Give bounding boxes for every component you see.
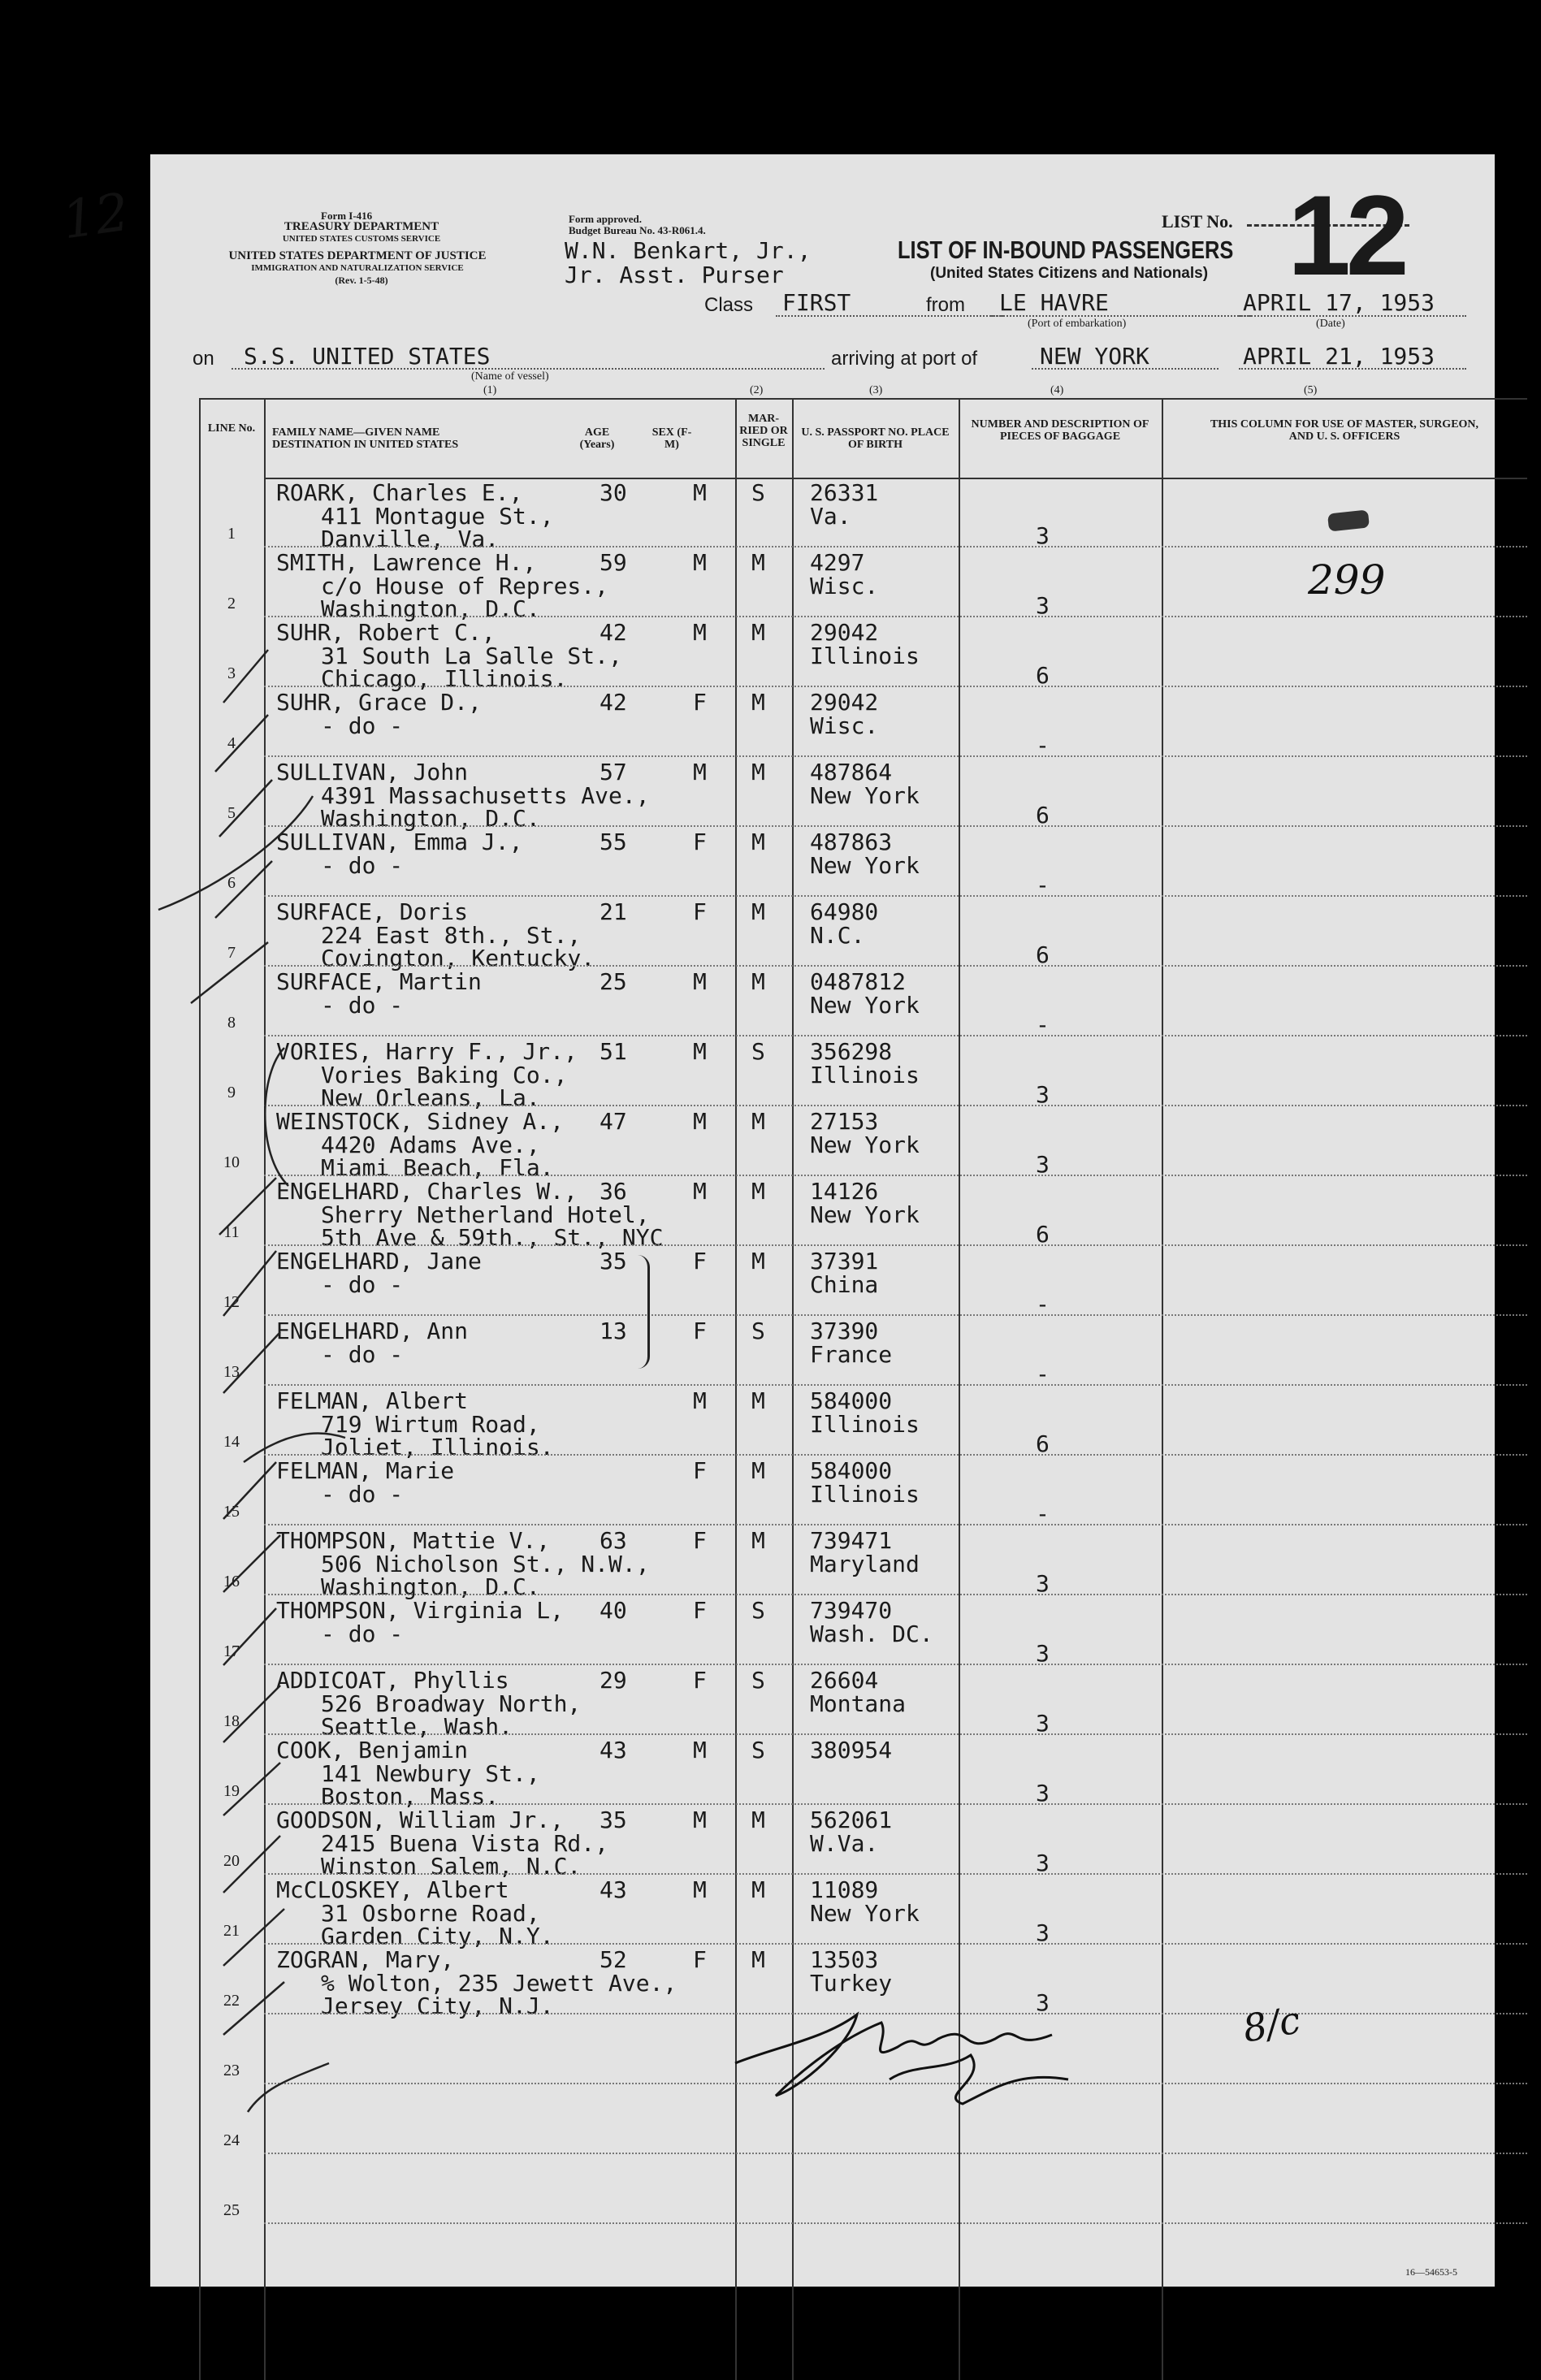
- passenger-sex: M: [693, 759, 707, 785]
- passenger-address-2: Danville, Va.: [321, 526, 500, 552]
- line-number: 11: [223, 1223, 240, 1241]
- passport-number: 11089: [810, 1876, 879, 1903]
- passenger-sex: M: [693, 1737, 707, 1763]
- passenger-address-2: 5th Ave & 59th., St., NYC: [321, 1224, 664, 1251]
- place-of-birth: Wash. DC.: [810, 1621, 933, 1647]
- baggage-count: 3: [1036, 1640, 1050, 1667]
- passenger-sex: M: [693, 619, 707, 646]
- passenger-name: FELMAN, Albert: [276, 1387, 469, 1414]
- passport-number: 29042: [810, 619, 879, 646]
- header-passport: U. S. PASSPORT NO. PLACE OF BIRTH: [801, 426, 950, 451]
- passenger-age: 25: [600, 968, 627, 995]
- passenger-age: 13: [600, 1318, 627, 1344]
- passenger-age: 43: [600, 1876, 627, 1903]
- handwritten-list-number: 12: [58, 182, 133, 252]
- passenger-sex: M: [693, 1178, 707, 1205]
- baggage-count: 6: [1036, 802, 1050, 829]
- passenger-sex: F: [693, 1597, 707, 1624]
- line-number: 23: [223, 2062, 240, 2079]
- embarkation-date: APRIL 17, 1953: [1243, 289, 1435, 316]
- place-of-birth: Wisc.: [810, 712, 879, 739]
- line-number: 5: [227, 804, 236, 822]
- line-number: 6: [227, 874, 236, 892]
- passenger-age: 30: [600, 479, 627, 506]
- line-number: 2: [227, 595, 236, 612]
- port-embark-caption: (Port of embarkation): [1028, 318, 1127, 330]
- passport-number: 64980: [810, 898, 879, 925]
- passport-number: 562061: [810, 1807, 893, 1833]
- passenger-name: SUHR, Grace D.,: [276, 689, 482, 716]
- place-of-birth: W.Va.: [810, 1830, 879, 1857]
- baggage-count: -: [1036, 872, 1050, 898]
- header-name: FAMILY NAME—GIVEN NAME DESTINATION IN UNITED STATES: [272, 426, 459, 451]
- port-of-embarkation: LE HAVRE: [999, 289, 1109, 316]
- place-of-birth: Wisc.: [810, 573, 879, 599]
- passenger-name: ENGELHARD, Ann: [276, 1318, 469, 1344]
- line-number: 10: [223, 1153, 240, 1171]
- passenger-sex: M: [693, 479, 707, 506]
- passenger-address-2: Washington, D.C.: [321, 1573, 540, 1600]
- place-of-birth: Montana: [810, 1690, 907, 1717]
- marital-status: M: [751, 1178, 765, 1205]
- class-label: Class: [704, 294, 754, 316]
- budget-bureau: Budget Bureau No. 43-R061.4.: [569, 224, 706, 236]
- passenger-name: WEINSTOCK, Sidney A.,: [276, 1108, 565, 1135]
- passenger-address-1: 4420 Adams Ave.,: [321, 1132, 540, 1158]
- passenger-address-1: 141 Newbury St.,: [321, 1760, 540, 1787]
- arrival-date: APRIL 21, 1953: [1243, 343, 1435, 370]
- passport-number: 487864: [810, 759, 893, 785]
- vessel-caption: (Name of vessel): [471, 370, 549, 383]
- place-of-birth: New York: [810, 1900, 920, 1927]
- place-of-birth: New York: [810, 992, 920, 1019]
- place-of-birth: New York: [810, 1132, 920, 1158]
- baggage-count: 6: [1036, 662, 1050, 689]
- list-no-label: LIST No.: [1162, 211, 1233, 232]
- passenger-sex: F: [693, 1248, 707, 1274]
- vessel-underline: [232, 368, 825, 370]
- passport-number: 584000: [810, 1457, 893, 1484]
- marital-status: S: [751, 1737, 765, 1763]
- passport-number: 14126: [810, 1178, 879, 1205]
- officer-name: W.N. Benkart, Jr.,: [565, 237, 812, 264]
- marital-status: M: [751, 1457, 765, 1484]
- passenger-sex: F: [693, 1667, 707, 1694]
- passenger-address-1: - do -: [321, 1271, 404, 1298]
- passenger-address-2: Miami Beach, Fla.: [321, 1154, 554, 1181]
- passenger-age: 47: [600, 1108, 627, 1135]
- baggage-count: 6: [1036, 941, 1050, 968]
- marital-status: M: [751, 829, 765, 855]
- place-of-birth: Illinois: [810, 643, 920, 669]
- line-number: 9: [227, 1084, 236, 1101]
- marital-status: M: [751, 1527, 765, 1554]
- date-underline: [1239, 315, 1466, 317]
- passport-number: 29042: [810, 689, 879, 716]
- punch-hole: [81, 1316, 127, 1361]
- list-title: LIST OF IN-BOUND PASSENGERS: [898, 236, 1234, 264]
- passenger-address-2: Joliet, Illinois.: [321, 1434, 554, 1460]
- place-of-birth: New York: [810, 782, 920, 809]
- passenger-address-2: Washington, D.C.: [321, 805, 540, 832]
- passenger-sex: F: [693, 1318, 707, 1344]
- arrival-date-underline: [1239, 368, 1466, 370]
- passenger-address-2: Seattle, Wash.: [321, 1713, 513, 1740]
- passenger-sex: F: [693, 1527, 707, 1554]
- passenger-sex: M: [693, 1108, 707, 1135]
- passenger-address-1: 31 South La Salle St.,: [321, 643, 622, 669]
- class-underline: [776, 315, 1003, 317]
- baggage-count: -: [1036, 1011, 1050, 1038]
- marital-status: S: [751, 1038, 765, 1065]
- header-married: MAR-RIED OR SINGLE: [739, 413, 788, 449]
- line-number: 18: [223, 1712, 240, 1730]
- line-number: 24: [223, 2131, 240, 2149]
- passenger-sex: M: [693, 1876, 707, 1903]
- passenger-address-1: - do -: [321, 1341, 404, 1368]
- arrival-port-underline: [1032, 368, 1219, 370]
- passenger-sex: F: [693, 898, 707, 925]
- form-number: Form I-416: [321, 210, 373, 222]
- passenger-name: FELMAN, Marie: [276, 1457, 455, 1484]
- from-label: from: [926, 294, 965, 316]
- baggage-count: -: [1036, 1361, 1050, 1387]
- list-subtitle: (United States Citizens and Nationals): [930, 265, 1209, 282]
- bracket-engelhard: [638, 1255, 650, 1369]
- line-number: 1: [227, 525, 236, 543]
- baggage-count: 3: [1036, 1850, 1050, 1876]
- marital-status: M: [751, 1946, 765, 1973]
- ins-service: IMMIGRATION AND NATURALIZATION SERVICE: [251, 263, 464, 273]
- place-of-birth: Illinois: [810, 1062, 920, 1088]
- baggage-count: 3: [1036, 1919, 1050, 1946]
- list-number: 12: [1288, 171, 1405, 299]
- passenger-name: ADDICOAT, Phyllis: [276, 1667, 509, 1694]
- passenger-address-1: Vories Baking Co.,: [321, 1062, 568, 1088]
- line-number: 3: [227, 664, 236, 682]
- passenger-age: 42: [600, 689, 627, 716]
- passport-number: 739471: [810, 1527, 893, 1554]
- baggage-count: 3: [1036, 592, 1050, 619]
- passport-number: 487863: [810, 829, 893, 855]
- treasury-dept: TREASURY DEPARTMENT: [284, 220, 439, 233]
- passenger-address-2: Washington, D.C.: [321, 595, 540, 622]
- passport-number: 26604: [810, 1667, 879, 1694]
- punch-hole: [75, 1190, 120, 1235]
- passenger-name: THOMPSON, Mattie V.,: [276, 1527, 551, 1554]
- header-baggage: NUMBER AND DESCRIPTION OF PIECES OF BAGGAGE: [971, 418, 1149, 443]
- passenger-age: 42: [600, 619, 627, 646]
- line-number: 7: [227, 944, 236, 962]
- line-number: 8: [227, 1014, 236, 1032]
- table-top-border: [199, 398, 1527, 400]
- col-number-2: (2): [750, 384, 764, 396]
- check-strokes: [126, 593, 370, 2185]
- place-of-birth: Turkey: [810, 1970, 893, 1997]
- passenger-age: 57: [600, 759, 627, 785]
- passenger-address-1: 4391 Massachusetts Ave.,: [321, 782, 650, 809]
- passenger-address-1: 411 Montague St.,: [321, 503, 554, 530]
- marital-status: M: [751, 1248, 765, 1274]
- customs-service: UNITED STATES CUSTOMS SERVICE: [282, 234, 441, 244]
- arrival-port: NEW YORK: [1040, 343, 1149, 370]
- passenger-address-1: - do -: [321, 1621, 404, 1647]
- marital-status: M: [751, 619, 765, 646]
- passenger-sex: M: [693, 1387, 707, 1414]
- passenger-name: McCLOSKEY, Albert: [276, 1876, 509, 1903]
- passenger-sex: F: [693, 1457, 707, 1484]
- passenger-address-2: Garden City, N.Y.: [321, 1923, 554, 1949]
- place-of-birth: Illinois: [810, 1411, 920, 1438]
- line-number: 25: [223, 2201, 240, 2219]
- passenger-age: 29: [600, 1667, 627, 1694]
- marital-status: M: [751, 1807, 765, 1833]
- baggage-count: -: [1036, 732, 1050, 759]
- passenger-address-2: Chicago, Illinois.: [321, 665, 568, 692]
- marital-status: M: [751, 549, 765, 576]
- line-number: 20: [223, 1852, 240, 1870]
- passenger-sex: F: [693, 1946, 707, 1973]
- passport-number: 13503: [810, 1946, 879, 1973]
- line-number: 15: [223, 1503, 240, 1521]
- passport-number: 584000: [810, 1387, 893, 1414]
- line-number: 21: [223, 1922, 240, 1940]
- place-of-birth: Va.: [810, 503, 851, 530]
- line-number: 16: [223, 1573, 240, 1590]
- passenger-address-1: - do -: [321, 852, 404, 879]
- punch-hole: [81, 2027, 127, 2072]
- passport-number: 4297: [810, 549, 865, 576]
- passenger-age: 35: [600, 1248, 627, 1274]
- passenger-address-2: Covington, Kentucky.: [321, 945, 595, 971]
- passenger-age: 35: [600, 1807, 627, 1833]
- passenger-address-1: 2415 Buena Vista Rd.,: [321, 1830, 609, 1857]
- form-approved: Form approved.: [569, 213, 643, 225]
- passenger-name: SUHR, Robert C.,: [276, 619, 496, 646]
- passenger-sex: M: [693, 968, 707, 995]
- passenger-name: ENGELHARD, Jane: [276, 1248, 482, 1274]
- passenger-address-1: - do -: [321, 992, 404, 1019]
- passenger-age: 63: [600, 1527, 627, 1554]
- manifest-sheet: [58, 154, 1495, 2287]
- passenger-address-1: - do -: [321, 712, 404, 739]
- punch-hole: [77, 321, 123, 366]
- passenger-age: 55: [600, 829, 627, 855]
- punch-hole: [85, 695, 131, 740]
- header-officers: THIS COLUMN FOR USE OF MASTER, SURGEON, AND U. S. OFFICERS: [1210, 418, 1479, 443]
- place-of-birth: France: [810, 1341, 893, 1368]
- marital-status: S: [751, 1597, 765, 1624]
- passenger-age: 59: [600, 549, 627, 576]
- passenger-address-2: New Orleans, La.: [321, 1084, 540, 1111]
- baggage-count: 6: [1036, 1221, 1050, 1248]
- baggage-count: -: [1036, 1500, 1050, 1527]
- passenger-name: SMITH, Lawrence H.,: [276, 549, 537, 576]
- passenger-age: 52: [600, 1946, 627, 1973]
- marital-status: M: [751, 968, 765, 995]
- arriving-label: arriving at port of: [831, 348, 978, 370]
- passenger-address-1: % Wolton, 235 Jewett Ave.,: [321, 1970, 677, 1997]
- passenger-name: ZOGRAN, Mary,: [276, 1946, 455, 1973]
- passenger-sex: M: [693, 1038, 707, 1065]
- line-number: 4: [227, 734, 236, 752]
- passenger-address-1: - do -: [321, 1481, 404, 1508]
- baggage-count: 3: [1036, 1151, 1050, 1178]
- embark-underline: [991, 315, 1251, 317]
- passenger-address-1: 224 East 8th., St.,: [321, 922, 582, 949]
- passenger-name: ENGELHARD, Charles W.,: [276, 1178, 578, 1205]
- signature: [727, 1990, 1214, 2112]
- passenger-address-1: c/o House of Repres.,: [321, 573, 609, 599]
- table-row: [150, 478, 1531, 552]
- date-caption: (Date): [1316, 318, 1345, 330]
- marital-status: M: [751, 689, 765, 716]
- baggage-count: 3: [1036, 1989, 1050, 2016]
- baggage-count: 3: [1036, 522, 1050, 549]
- signature-note: 8/c: [1239, 1997, 1304, 2051]
- passport-number: 37391: [810, 1248, 879, 1274]
- passport-number: 0487812: [810, 968, 907, 995]
- col-number-4: (4): [1050, 384, 1064, 396]
- line-number: 12: [223, 1293, 240, 1311]
- marital-status: M: [751, 1387, 765, 1414]
- passenger-name: THOMPSON, Virginia L,: [276, 1597, 565, 1624]
- passport-number: 27153: [810, 1108, 879, 1135]
- footer-code: 16—54653-5: [1405, 2266, 1457, 2278]
- passenger-age: 40: [600, 1597, 627, 1624]
- passenger-age: 51: [600, 1038, 627, 1065]
- baggage-count: 6: [1036, 1430, 1050, 1457]
- punch-hole: [81, 2157, 127, 2202]
- passport-number: 380954: [810, 1737, 893, 1763]
- class-value: FIRST: [782, 289, 851, 316]
- passport-number: 37390: [810, 1318, 879, 1344]
- passenger-age: 36: [600, 1178, 627, 1205]
- passenger-name: SULLIVAN, Emma J.,: [276, 829, 523, 855]
- on-label: on: [193, 348, 214, 370]
- line-number: 22: [223, 1992, 240, 2010]
- header-age: AGE (Years): [579, 426, 615, 451]
- passenger-age: 21: [600, 898, 627, 925]
- marital-status: M: [751, 1108, 765, 1135]
- place-of-birth: Maryland: [810, 1551, 920, 1577]
- baggage-count: 3: [1036, 1570, 1050, 1597]
- row-divider: [264, 2222, 1527, 2224]
- place-of-birth: Illinois: [810, 1481, 920, 1508]
- passenger-name: SURFACE, Doris: [276, 898, 469, 925]
- line-number: 17: [223, 1642, 240, 1660]
- baggage-count: 3: [1036, 1710, 1050, 1737]
- place-of-birth: N.C.: [810, 922, 865, 949]
- passenger-sex: M: [693, 549, 707, 576]
- col-number-1: (1): [483, 384, 497, 396]
- form-revision: (Rev. 1-5-48): [335, 275, 388, 286]
- passenger-address-2: Jersey City, N.J.: [321, 1993, 554, 2019]
- marital-status: M: [751, 759, 765, 785]
- marital-status: S: [751, 1318, 765, 1344]
- passenger-address-1: 526 Broadway North,: [321, 1690, 582, 1717]
- line-number: 14: [223, 1433, 240, 1451]
- passenger-address-1: 506 Nicholson St., N.W.,: [321, 1551, 650, 1577]
- baggage-count: 3: [1036, 1081, 1050, 1108]
- punch-hole: [85, 829, 131, 874]
- passenger-name: VORIES, Harry F., Jr.,: [276, 1038, 578, 1065]
- passenger-name: COOK, Benjamin: [276, 1737, 469, 1763]
- passenger-age: 43: [600, 1737, 627, 1763]
- line-number: 13: [223, 1363, 240, 1381]
- passenger-address-1: 719 Wirtum Road,: [321, 1411, 540, 1438]
- passport-number: 356298: [810, 1038, 893, 1065]
- passenger-address-2: Winston Salem, N.C.: [321, 1853, 582, 1880]
- justice-dept: UNITED STATES DEPARTMENT OF JUSTICE: [228, 249, 487, 262]
- header-sex: SEX (F-M): [651, 426, 692, 451]
- place-of-birth: New York: [810, 852, 920, 879]
- passenger-name: SULLIVAN, John: [276, 759, 469, 785]
- vessel-name: S.S. UNITED STATES: [244, 343, 491, 370]
- col-number-5: (5): [1304, 384, 1318, 396]
- passenger-sex: F: [693, 829, 707, 855]
- place-of-birth: New York: [810, 1201, 920, 1228]
- passenger-name: ROARK, Charles E.,: [276, 479, 523, 506]
- baggage-count: -: [1036, 1291, 1050, 1318]
- line-number: 19: [223, 1782, 240, 1800]
- passenger-name: GOODSON, William Jr.,: [276, 1807, 565, 1833]
- passport-number: 26331: [810, 479, 879, 506]
- place-of-birth: China: [810, 1271, 879, 1298]
- passenger-sex: F: [693, 689, 707, 716]
- passenger-address-1: Sherry Netherland Hotel,: [321, 1201, 650, 1228]
- officer-title: Jr. Asst. Purser: [565, 262, 784, 288]
- marital-status: M: [751, 1876, 765, 1903]
- passenger-address-1: 31 Osborne Road,: [321, 1900, 540, 1927]
- col-number-3: (3): [869, 384, 883, 396]
- header-line-no: LINE No.: [207, 422, 256, 435]
- marital-status: S: [751, 1667, 765, 1694]
- passenger-sex: M: [693, 1807, 707, 1833]
- annotation-299: 299: [1308, 556, 1386, 604]
- marital-status: M: [751, 898, 765, 925]
- baggage-count: 3: [1036, 1780, 1050, 1807]
- passport-number: 739470: [810, 1597, 893, 1624]
- passenger-address-2: Boston, Mass.: [321, 1783, 500, 1810]
- passenger-name: SURFACE, Martin: [276, 968, 482, 995]
- marital-status: S: [751, 479, 765, 506]
